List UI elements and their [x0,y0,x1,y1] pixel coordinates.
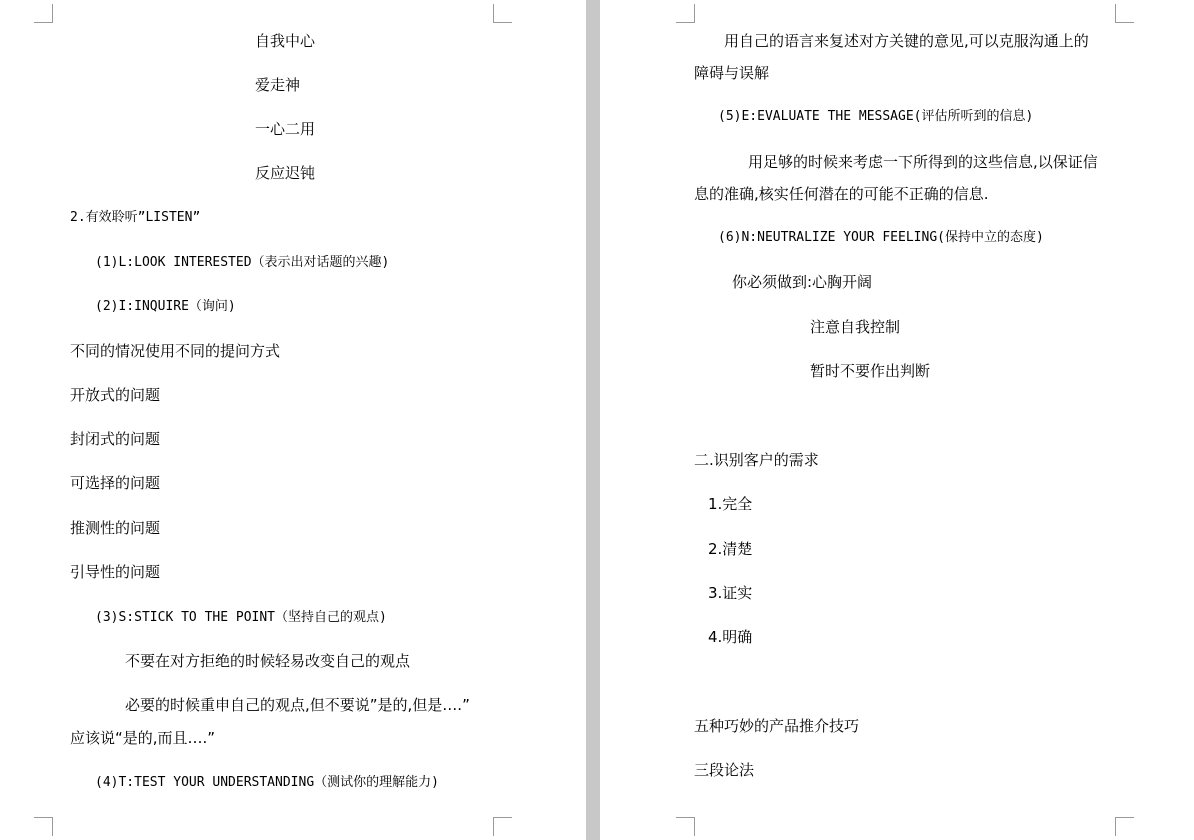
text-line: 自我中心 [255,32,316,50]
text-line: (2)I:INQUIRE（询问) [95,299,236,314]
document-page-left [0,0,586,840]
text-line: (5)E:EVALUATE THE MESSAGE(评估所听到的信息) [718,109,1034,124]
crop-mark-top-left [34,4,53,23]
section-heading: 2.有效聆听”LISTEN” [70,210,201,225]
crop-mark-bottom-left [676,817,695,836]
text-line: 应该说“是的,而且….” [70,729,216,747]
text-line: 不同的情况使用不同的提问方式 [70,342,281,360]
text-line: (6)N:NEUTRALIZE YOUR FEELING(保持中立的态度) [718,230,1044,245]
text-line: 引导性的问题 [70,563,161,581]
text-line: 推测性的问题 [70,519,161,537]
text-line: 息的准确,核实任何潜在的可能不正确的信息. [694,185,989,203]
text-line: 反应迟钝 [255,164,316,182]
crop-mark-top-right [493,4,512,23]
text-line: (4)T:TEST YOUR UNDERSTANDING（测试你的理解能力) [95,775,439,790]
text-line: 障碍与误解 [694,64,770,82]
text-line: 爱走神 [255,76,301,94]
crop-mark-bottom-right [493,817,512,836]
text-line: 一心二用 [255,120,316,138]
text-line: 必要的时候重申自己的观点,但不要说”是的,但是….” [125,696,470,714]
text-line: 封闭式的问题 [70,430,161,448]
text-line: 不要在对方拒绝的时候轻易改变自己的观点 [125,652,411,670]
text-line: 开放式的问题 [70,386,161,404]
list-item: 2.清楚 [708,540,753,558]
list-item: 1.完全 [708,495,753,513]
text-line: 可选择的问题 [70,474,161,492]
text-line: (1)L:LOOK INTERESTED（表示出对话题的兴趣) [95,255,390,270]
text-line: 你必须做到:心胸开阔 [732,273,873,291]
crop-mark-bottom-left [34,817,53,836]
crop-mark-top-left [676,4,695,23]
crop-mark-top-right [1115,4,1134,23]
section-heading: 二.识别客户的需求 [694,451,819,469]
text-line: 注意自我控制 [810,318,901,336]
document-page-right [600,0,1194,840]
page-gutter [586,0,600,840]
text-line: 用自己的语言来复述对方关键的意见,可以克服沟通上的 [724,32,1089,50]
crop-mark-bottom-right [1115,817,1134,836]
text-line: 用足够的时候来考虑一下所得到的这些信息,以保证信 [748,153,1098,171]
list-item: 4.明确 [708,628,753,646]
text-line: 暂时不要作出判断 [810,362,931,380]
text-line: 三段论法 [694,761,755,779]
section-heading: 五种巧妙的产品推介技巧 [694,717,860,735]
text-line: (3)S:STICK TO THE POINT（坚持自己的观点) [95,610,387,625]
list-item: 3.证实 [708,584,753,602]
